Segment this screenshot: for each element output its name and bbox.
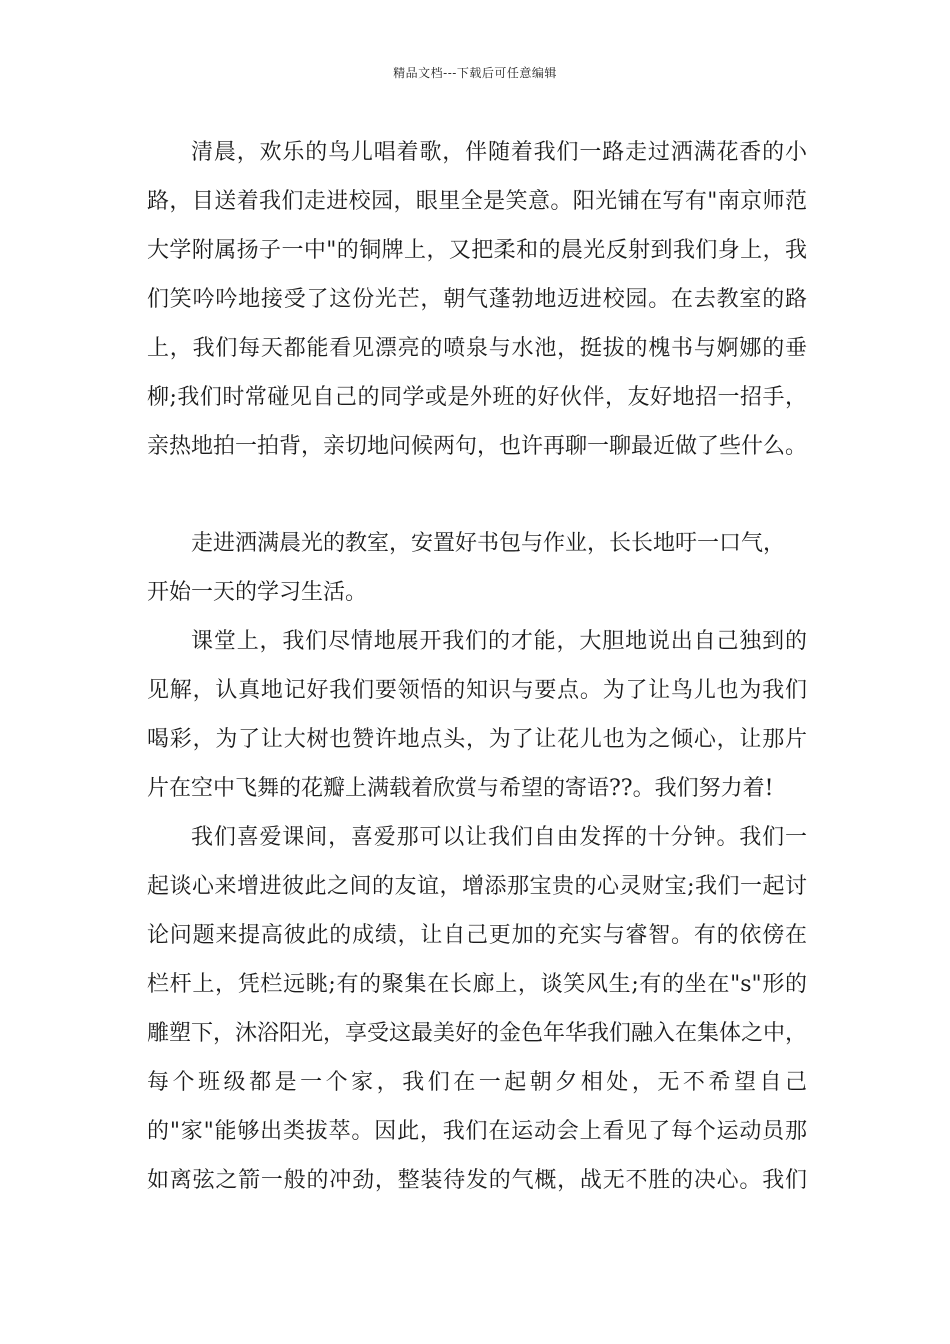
paragraph-3 [147, 617, 807, 813]
paragraph-2 [147, 519, 807, 617]
text-line: 的"家"能够出类拔萃。因此，我们在运动会上看见了每个运动员那 [147, 1119, 807, 1144]
text-line: 课堂上，我们尽情地展开我们的才能，大胆地说出自己独到的 [191, 629, 807, 654]
text-line: 片在空中飞舞的花瓣上满载着欣赏与希望的寄语??。我们努力着! [147, 776, 774, 801]
text-line: 如离弦之箭一般的冲劲，整装待发的气概，战无不胜的决心。我们 [147, 1168, 807, 1193]
text-line: 们笑吟吟地接受了这份光芒，朝气蓬勃地迈进校园。在去教室的路 [147, 287, 807, 312]
page-header: 精品文档---下载后可任意编辑 [393, 66, 557, 80]
paragraph-1 [147, 128, 807, 471]
text-line: 路，目送着我们走进校园，眼里全是笑意。阳光铺在写有"南京师范 [147, 189, 807, 214]
text-line: 栏杆上，凭栏远眺;有的聚集在长廊上，谈笑风生;有的坐在"s"形的 [147, 972, 807, 997]
text-line: 上，我们每天都能看见漂亮的喷泉与水池，挺拔的槐书与婀娜的垂 [147, 336, 807, 361]
text-line: 走进洒满晨光的教室，安置好书包与作业，长长地吁一口气， [191, 531, 786, 556]
text-line: 我们喜爱课间，喜爱那可以让我们自由发挥的十分钟。我们一 [191, 825, 807, 850]
text-line: 每个班级都是一个家，我们在一起朝夕相处，无不希望自己 [147, 1070, 807, 1095]
text-line: 亲热地拍一拍背，亲切地问候两句，也许再聊一聊最近做了些什么。 [147, 434, 807, 459]
document-body [147, 128, 807, 1205]
text-line: 大学附属扬子一中"的铜牌上，又把柔和的晨光反射到我们身上，我 [147, 238, 807, 263]
text-line: 雕塑下，沐浴阳光，享受这最美好的金色年华我们融入在集体之中， [147, 1021, 807, 1046]
text-line: 见解，认真地记好我们要领悟的知识与要点。为了让鸟儿也为我们 [147, 678, 807, 703]
text-line: 起谈心来增进彼此之间的友谊，增添那宝贵的心灵财宝;我们一起讨 [147, 874, 807, 899]
text-line: 柳;我们时常碰见自己的同学或是外班的好伙伴，友好地招一招手， [147, 385, 807, 410]
text-line: 喝彩，为了让大树也赞许地点头，为了让花儿也为之倾心，让那片 [147, 727, 807, 752]
text-line: 开始一天的学习生活。 [147, 580, 368, 605]
text-line: 论问题来提高彼此的成绩，让自己更加的充实与睿智。有的依傍在 [147, 923, 807, 948]
text-line: 清晨，欢乐的鸟儿唱着歌，伴随着我们一路走过洒满花香的小 [191, 140, 807, 165]
paragraph-4 [147, 813, 807, 1205]
paragraph-spacer [147, 471, 807, 519]
